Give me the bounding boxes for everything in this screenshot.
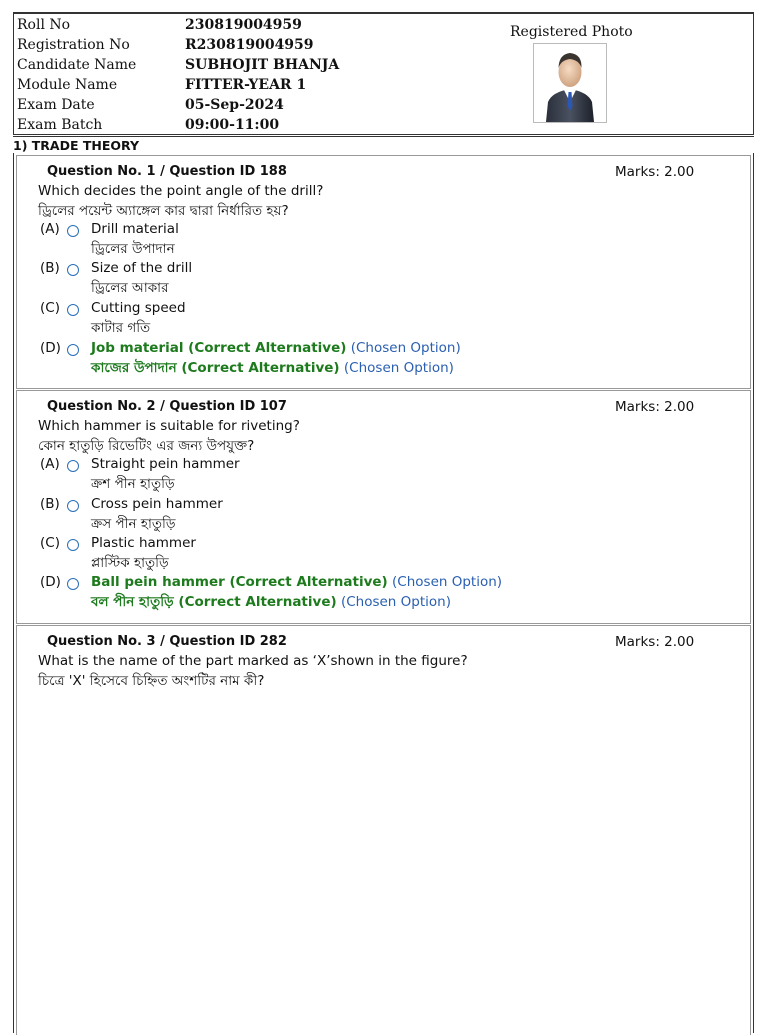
option-letter: (A): [40, 221, 60, 237]
registered-photo: [533, 43, 607, 123]
option-text-en: Cutting speed: [91, 300, 186, 316]
question-card-2: [16, 390, 751, 624]
option-text-en: Drill material: [91, 221, 179, 237]
question-text-bn: কোন হাতুড়ি রিভেটিং এর জন্য উপযুক্ত?: [38, 438, 255, 454]
exam-batch-value: 09:00-11:00: [185, 117, 280, 133]
option-letter: (D): [40, 574, 61, 590]
exam-date-value: 05-Sep-2024: [185, 97, 284, 113]
correct-alternative-text: কাজের উপাদান (Correct Alternative): [91, 360, 340, 376]
option-d-en-line: [91, 574, 502, 590]
candidate-name-value: SUBHOJIT BHANJA: [185, 57, 340, 73]
option-letter: (B): [40, 260, 60, 276]
exam-date-label: Exam Date: [17, 97, 95, 113]
question-card-3: [16, 625, 751, 1035]
option-text-bn: কাটার গতি: [91, 320, 151, 336]
question-text-en: What is the name of the part marked as ‘X’shown in the figure?: [38, 653, 468, 669]
module-name-label: Module Name: [17, 77, 118, 93]
radio-button[interactable]: [67, 539, 79, 551]
option-letter: (C): [40, 300, 60, 316]
section-title: 1) TRADE THEORY: [13, 136, 754, 155]
option-letter: (A): [40, 456, 60, 472]
option-letter: (D): [40, 340, 61, 356]
option-letter: (C): [40, 535, 60, 551]
question-text-bn: চিত্রে 'X' হিসেবে চিহ্নিত অংশটির নাম কী?: [38, 673, 265, 689]
chosen-option-tag: (Chosen Option): [343, 360, 454, 376]
option-d-bn-line: [91, 357, 454, 380]
candidate-info-panel: [13, 12, 754, 135]
option-letter: (B): [40, 496, 60, 512]
chosen-option-tag: (Chosen Option): [340, 594, 451, 610]
question-marks: Marks: 2.00: [615, 634, 695, 650]
question-text-bn: ড্রিলের পয়েন্ট অ্যাঙ্গেল কার দ্বারা নির্ধারিত হয়?: [38, 203, 289, 219]
option-text-bn: ক্রস পীন হাতুড়ি: [91, 516, 176, 532]
question-header: Question No. 2 / Question ID 107: [47, 399, 287, 414]
correct-alternative-text: Job material (Correct Alternative): [91, 340, 347, 356]
option-text-en: Size of the drill: [91, 260, 193, 276]
module-name-value: FITTER-YEAR 1: [185, 77, 307, 93]
question-marks: Marks: 2.00: [615, 164, 695, 180]
option-d-en-line: [91, 340, 461, 356]
radio-button[interactable]: [67, 304, 79, 316]
candidate-name-label: Candidate Name: [17, 57, 137, 73]
radio-button[interactable]: [67, 225, 79, 237]
roll-no-label: Roll No: [17, 17, 71, 33]
correct-alternative-text: Ball pein hammer (Correct Alternative): [91, 574, 388, 590]
radio-button[interactable]: [67, 460, 79, 472]
question-card-1: [16, 155, 751, 389]
option-text-bn: ক্রশ পীন হাতুড়ি: [91, 476, 175, 492]
radio-button[interactable]: [67, 578, 79, 590]
option-text-bn: ড্রিলের উপাদান: [91, 241, 175, 257]
chosen-option-tag: (Chosen Option): [350, 340, 461, 356]
exam-batch-label: Exam Batch: [17, 117, 103, 133]
option-text-bn: ড্রিলের আকার: [91, 280, 169, 296]
registered-photo-label: Registered Photo: [510, 24, 633, 40]
question-text-en: Which decides the point angle of the drill?: [38, 183, 324, 199]
radio-button[interactable]: [67, 264, 79, 276]
registration-no-value: R230819004959: [185, 37, 314, 53]
option-text-en: Cross pein hammer: [91, 496, 223, 512]
option-text-en: Plastic hammer: [91, 535, 196, 551]
option-text-en: Straight pein hammer: [91, 456, 240, 472]
question-text-en: Which hammer is suitable for riveting?: [38, 418, 300, 434]
roll-no-value: 230819004959: [185, 17, 302, 33]
registration-no-label: Registration No: [17, 37, 130, 53]
question-marks: Marks: 2.00: [615, 399, 695, 415]
question-header: Question No. 1 / Question ID 188: [47, 164, 287, 179]
correct-alternative-text: বল পীন হাতুড়ি (Correct Alternative): [91, 594, 337, 610]
option-d-bn-line: [91, 591, 451, 614]
avatar-icon: [534, 44, 606, 122]
radio-button[interactable]: [67, 344, 79, 356]
option-text-bn: প্লাস্টিক হাতুড়ি: [91, 555, 169, 571]
radio-button[interactable]: [67, 500, 79, 512]
question-header: Question No. 3 / Question ID 282: [47, 634, 287, 649]
chosen-option-tag: (Chosen Option): [392, 574, 503, 590]
